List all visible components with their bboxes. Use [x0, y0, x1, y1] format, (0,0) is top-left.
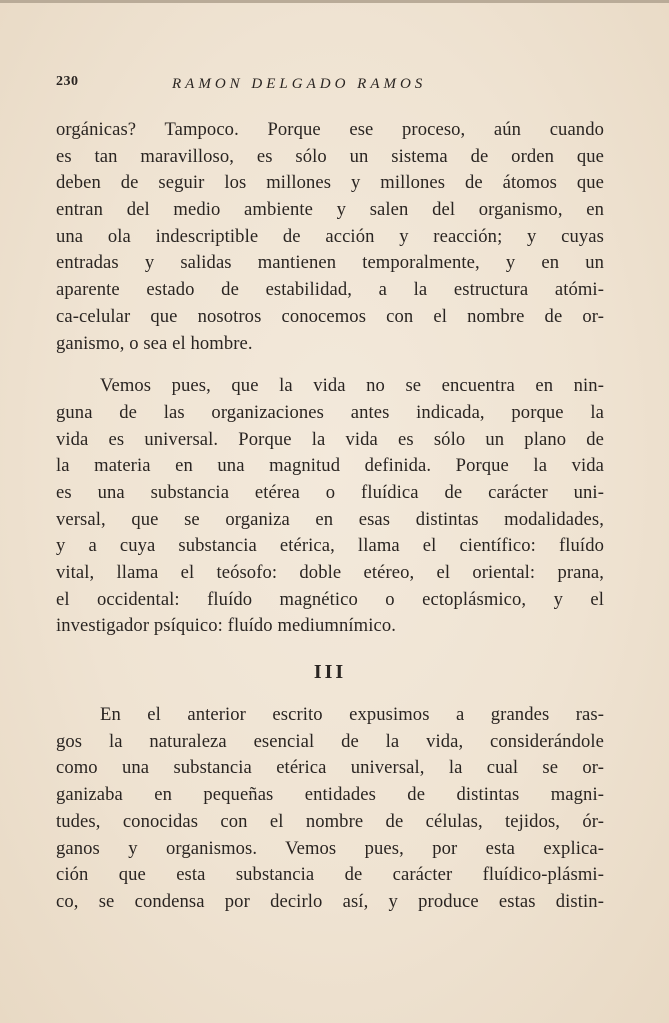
text-line: co, se condensa por decirlo así, y produce estas distin-: [56, 890, 604, 912]
running-title: RAMON DELGADO RAMOS: [172, 76, 427, 92]
text-line: y a cuya substancia etérica, llama el científico: fluído: [56, 535, 604, 557]
text-line: una ola indescriptible de acción y reacción; y cuyas: [56, 225, 604, 247]
text-line: En el anterior escrito expusimos a grandes ras-: [100, 704, 604, 726]
text-line: ganos y organismos. Vemos pues, por esta explica-: [56, 837, 604, 859]
text-line: vida es universal. Porque la vida es sólo un plano de: [56, 428, 604, 450]
paragraph-3: [56, 702, 604, 916]
text-line: orgánicas? Tampoco. Porque ese proceso, aún cuando: [56, 119, 604, 140]
text-line: deben de seguir los millones y millones de átomos que: [56, 172, 604, 194]
text-line: es una substancia etérea o fluídica de carácter uni-: [56, 481, 604, 503]
paragraph-1: [56, 117, 604, 357]
text-line: tudes, conocidas con el nombre de células, tejidos, ór-: [56, 810, 604, 832]
text-line: Vemos pues, que la vida no se encuentra en nin-: [100, 375, 604, 397]
text-line: ganizaba en pequeñas entidades de distintas magni-: [56, 784, 604, 806]
paragraph-gap: [56, 357, 604, 373]
section-heading: III: [313, 661, 347, 684]
text-line: entran del medio ambiente y salen del organismo, en: [56, 199, 604, 221]
text-line: guna de las organizaciones antes indicada, porque la: [56, 401, 604, 423]
page-top-edge: [0, 0, 669, 3]
text-line: la materia en una magnitud definida. Porque la vida: [56, 455, 604, 477]
text-line: ción que esta substancia de carácter fluídico-plásmi-: [56, 864, 604, 886]
text-line: el occidental: fluído magnético o ectoplásmico, y el: [56, 588, 604, 610]
body-text: [56, 117, 604, 916]
text-line: investigador psíquico: fluído mediumnímico.: [56, 615, 396, 637]
text-line: es tan maravilloso, es sólo un sistema de orden que: [56, 145, 604, 167]
text-line: como una substancia etérica universal, la cual se or-: [56, 757, 604, 779]
text-line: ca-celular que nosotros conocemos con el nombre de or-: [56, 305, 604, 327]
page-number: 230: [56, 74, 79, 89]
text-line: entradas y salidas mantienen temporalmente, y en un: [56, 252, 604, 274]
text-line: versal, que se organiza en esas distintas modalidades,: [56, 508, 604, 530]
paragraph-2: [56, 373, 604, 640]
text-line: ganismo, o sea el hombre.: [56, 332, 253, 354]
page-header: [56, 74, 604, 98]
text-line: aparente estado de estabilidad, a la estructura atómi-: [56, 279, 604, 301]
text-line: vital, llama el teósofo: doble etéreo, el oriental: prana,: [56, 562, 604, 583]
text-line: gos la naturaleza esencial de la vida, considerándole: [56, 730, 604, 752]
